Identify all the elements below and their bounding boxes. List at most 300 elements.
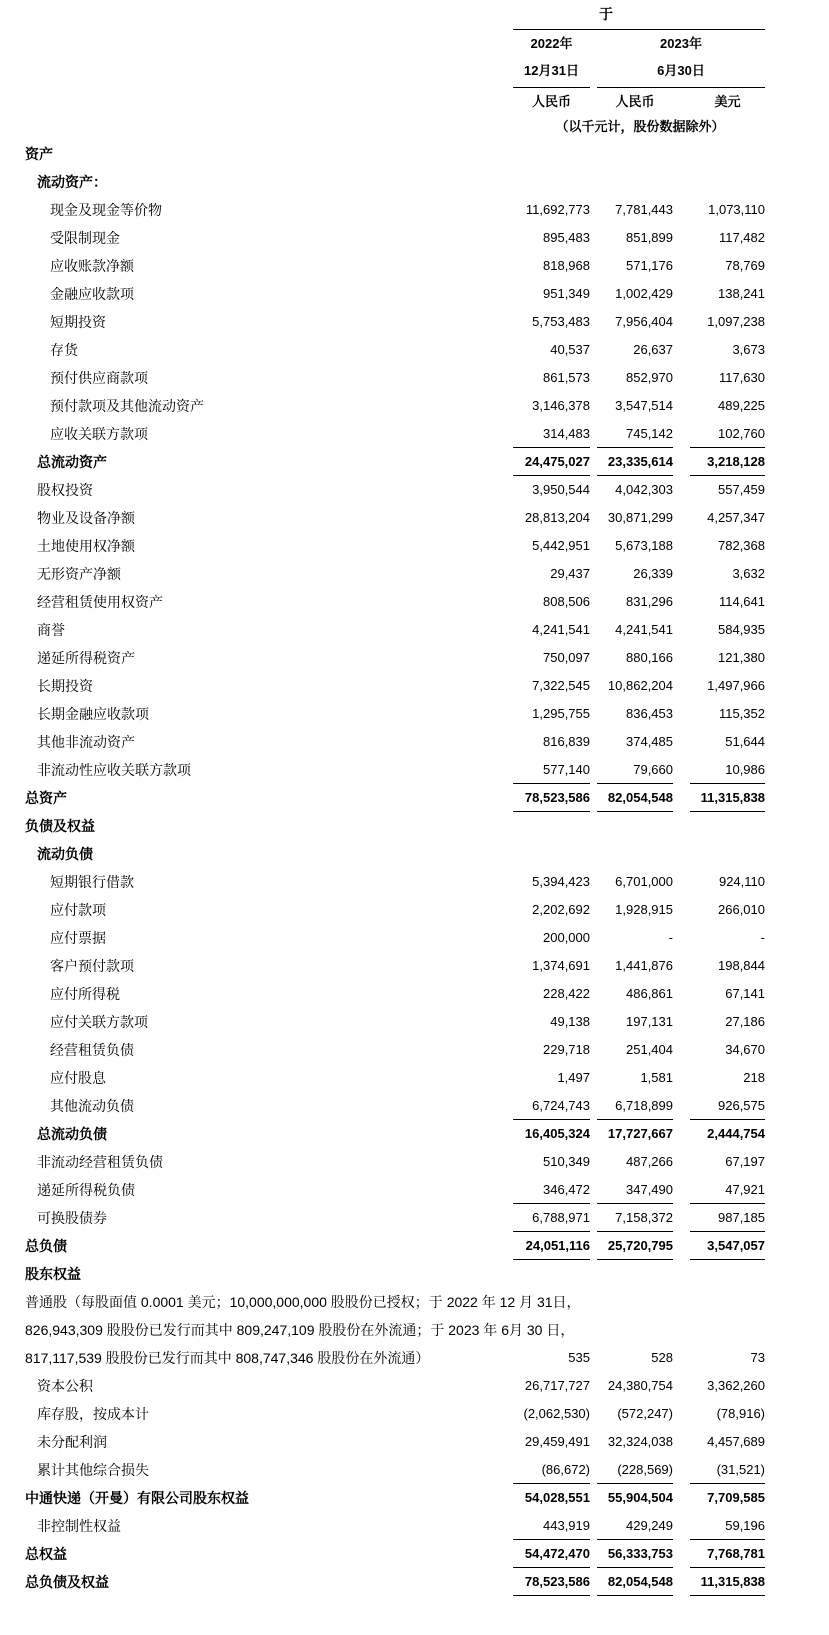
value-rmb-2022 xyxy=(513,840,590,868)
row-label: 流动资产： xyxy=(37,174,107,190)
value-rmb-2023: 1,002,429 xyxy=(615,286,673,301)
row-label: 流动负债 xyxy=(37,846,93,862)
table-row xyxy=(0,532,829,560)
value-rmb-2023: 7,158,372 xyxy=(597,1204,673,1232)
value-rmb-2022: (2,062,530) xyxy=(523,1406,590,1421)
table-row xyxy=(0,616,829,644)
value-rmb-2023: (572,247) xyxy=(617,1406,673,1421)
value-rmb-2023: 836,453 xyxy=(626,706,673,721)
column-gap xyxy=(673,1092,690,1120)
value-usd-2023: 1,097,238 xyxy=(707,314,765,329)
column-gap xyxy=(590,1428,597,1456)
value-rmb-2023: 347,490 xyxy=(597,1176,673,1204)
column-gap xyxy=(673,448,690,476)
column-gap xyxy=(673,1120,690,1148)
column-gap xyxy=(590,756,597,784)
column-gap xyxy=(590,700,597,728)
table-row xyxy=(0,868,829,896)
column-gap xyxy=(590,1232,597,1260)
value-usd-2023 xyxy=(690,1316,765,1344)
value-usd-2023: 782,368 xyxy=(718,538,765,553)
column-gap xyxy=(590,728,597,756)
row-label: 总流动资产 xyxy=(37,454,107,470)
row-label: 应收关联方款项 xyxy=(50,426,148,442)
value-rmb-2023: 79,660 xyxy=(597,756,673,784)
row-label: 资产 xyxy=(25,146,53,162)
value-rmb-2023: 3,547,514 xyxy=(615,398,673,413)
value-rmb-2022: 816,839 xyxy=(543,734,590,749)
value-rmb-2023: 851,899 xyxy=(626,230,673,245)
value-usd-2023: 4,457,689 xyxy=(707,1434,765,1449)
value-rmb-2022: 24,051,116 xyxy=(513,1232,590,1260)
column-gap xyxy=(673,1400,690,1428)
value-rmb-2022: 200,000 xyxy=(543,930,590,945)
column-gap xyxy=(590,1400,597,1428)
table-header xyxy=(0,0,829,140)
value-usd-2023: 3,547,057 xyxy=(690,1232,765,1260)
value-rmb-2023: 25,720,795 xyxy=(597,1232,673,1260)
value-usd-2023 xyxy=(690,1288,765,1316)
table-row xyxy=(0,140,829,168)
table-row xyxy=(0,1568,829,1596)
column-gap xyxy=(673,252,690,280)
column-gap xyxy=(673,1540,690,1568)
table-row xyxy=(0,252,829,280)
column-gap xyxy=(673,1512,690,1540)
value-rmb-2022 xyxy=(513,1288,590,1316)
value-rmb-2022: 5,442,951 xyxy=(532,538,590,553)
value-rmb-2023: 374,485 xyxy=(626,734,673,749)
value-usd-2023: 67,197 xyxy=(725,1154,765,1169)
row-label: 应付票据 xyxy=(50,930,106,946)
value-usd-2023: 2,444,754 xyxy=(707,1126,765,1141)
column-gap xyxy=(590,560,597,588)
value-usd-2023 xyxy=(690,840,765,868)
value-rmb-2022: 535 xyxy=(568,1350,590,1365)
column-gap xyxy=(590,840,597,868)
column-gap xyxy=(673,1344,690,1372)
value-rmb-2023 xyxy=(597,168,673,196)
value-usd-2023: 266,010 xyxy=(718,902,765,917)
row-label: 826,943,309 股股份已发行而其中 809,247,109 股股份在外流通；于 2023 年 6月 30 日， xyxy=(25,1322,575,1338)
row-label: 短期投资 xyxy=(50,314,106,330)
period-2023-date: 6月30日 xyxy=(657,63,705,78)
column-gap xyxy=(590,952,597,980)
value-usd-2023: 198,844 xyxy=(718,958,765,973)
row-label: 817,117,539 股股份已发行而其中 808,747,346 股股份在外流通） xyxy=(25,1350,430,1366)
value-rmb-2022: 1,497 xyxy=(557,1070,590,1085)
table-row xyxy=(0,840,829,868)
value-rmb-2022: 228,422 xyxy=(543,986,590,1001)
currency-header-usd: 美元 xyxy=(714,94,741,109)
column-gap xyxy=(590,784,597,812)
table-row xyxy=(0,560,829,588)
table-row xyxy=(0,308,829,336)
value-rmb-2022: 895,483 xyxy=(543,230,590,245)
table-row xyxy=(0,1260,829,1288)
value-usd-2023: 584,935 xyxy=(718,622,765,637)
value-rmb-2022: 443,919 xyxy=(513,1512,590,1540)
value-rmb-2022: 861,573 xyxy=(543,370,590,385)
value-rmb-2022: 29,459,491 xyxy=(524,1434,590,1449)
table-row xyxy=(0,448,829,476)
row-label: 短期银行借款 xyxy=(50,874,134,890)
column-gap xyxy=(590,336,597,364)
value-rmb-2022: 28,813,204 xyxy=(524,510,590,525)
column-gap xyxy=(673,140,690,168)
value-rmb-2023: 6,701,000 xyxy=(615,874,673,889)
value-usd-2023: 27,186 xyxy=(725,1014,765,1029)
value-usd-2023: 11,315,838 xyxy=(690,1568,765,1596)
value-rmb-2023: 5,673,188 xyxy=(615,538,673,553)
column-gap xyxy=(673,364,690,392)
table-row xyxy=(0,1400,829,1428)
table-row xyxy=(0,896,829,924)
value-rmb-2023 xyxy=(597,140,673,168)
column-gap xyxy=(673,392,690,420)
table-row xyxy=(0,364,829,392)
value-rmb-2023: 571,176 xyxy=(626,258,673,273)
as-of-label: 于 xyxy=(599,6,613,22)
row-label: 客户预付款项 xyxy=(50,958,134,974)
value-rmb-2023: 17,727,667 xyxy=(607,1126,673,1141)
column-gap xyxy=(590,1456,597,1484)
table-row xyxy=(0,700,829,728)
value-rmb-2022: 29,437 xyxy=(550,566,590,581)
column-gap xyxy=(590,1568,597,1596)
value-usd-2023: (78,916) xyxy=(716,1406,765,1421)
value-usd-2023 xyxy=(690,168,765,196)
row-label: 中通快递（开曼）有限公司股东权益 xyxy=(25,1490,249,1506)
table-row xyxy=(0,280,829,308)
table-row xyxy=(0,1036,829,1064)
column-gap xyxy=(673,1568,690,1596)
column-gap xyxy=(673,168,690,196)
value-rmb-2023: (228,569) xyxy=(597,1456,673,1484)
column-gap xyxy=(590,476,597,504)
column-gap xyxy=(673,504,690,532)
value-usd-2023: 218 xyxy=(743,1070,765,1085)
column-gap xyxy=(590,448,597,476)
value-usd-2023: 7,768,781 xyxy=(690,1540,765,1568)
value-rmb-2023: 30,871,299 xyxy=(607,510,673,525)
row-label: 预付款项及其他流动资产 xyxy=(50,398,204,414)
value-rmb-2022: 49,138 xyxy=(550,1014,590,1029)
row-label: 总资产 xyxy=(25,790,67,806)
table-row xyxy=(0,224,829,252)
value-rmb-2022: 5,753,483 xyxy=(532,314,590,329)
column-gap xyxy=(673,1372,690,1400)
period-2022-date: 12月31日 xyxy=(524,63,579,78)
value-usd-2023: 3,218,128 xyxy=(690,448,765,476)
column-gap xyxy=(673,700,690,728)
column-gap xyxy=(673,924,690,952)
value-rmb-2023: 26,339 xyxy=(633,566,673,581)
column-gap xyxy=(590,1120,597,1148)
table-row xyxy=(0,1232,829,1260)
row-label: 未分配利润 xyxy=(37,1434,107,1450)
value-usd-2023: (31,521) xyxy=(690,1456,765,1484)
column-gap xyxy=(590,1316,597,1344)
value-rmb-2022: 2,202,692 xyxy=(532,902,590,917)
table-row xyxy=(0,1120,829,1148)
table-row xyxy=(0,952,829,980)
row-label: 总负债及权益 xyxy=(25,1574,109,1590)
value-rmb-2022: 78,523,586 xyxy=(513,1568,590,1596)
value-rmb-2023: 82,054,548 xyxy=(597,784,673,812)
column-gap xyxy=(673,1316,690,1344)
row-label: 无形资产净额 xyxy=(37,566,121,582)
value-rmb-2023: 82,054,548 xyxy=(597,1568,673,1596)
value-usd-2023: 3,632 xyxy=(732,566,765,581)
value-usd-2023: 924,110 xyxy=(718,874,765,889)
value-rmb-2023: 4,042,303 xyxy=(615,482,673,497)
period-2022-year: 2022年 xyxy=(530,36,573,51)
value-rmb-2023: 1,441,876 xyxy=(615,958,673,973)
value-usd-2023 xyxy=(690,1260,765,1288)
value-usd-2023: 114,641 xyxy=(718,594,765,609)
column-gap xyxy=(673,896,690,924)
column-gap xyxy=(590,532,597,560)
value-rmb-2022: 11,692,773 xyxy=(525,202,590,217)
value-rmb-2022: 1,295,755 xyxy=(532,706,590,721)
value-usd-2023: 7,709,585 xyxy=(707,1490,765,1505)
row-label: 库存股，按成本计 xyxy=(37,1406,149,1422)
value-rmb-2022: 951,349 xyxy=(543,286,590,301)
value-rmb-2023: 880,166 xyxy=(626,650,673,665)
value-rmb-2022: 510,349 xyxy=(543,1154,590,1169)
value-rmb-2022 xyxy=(513,168,590,196)
table-row xyxy=(0,392,829,420)
row-label: 现金及现金等价物 xyxy=(50,202,162,218)
value-rmb-2022: 40,537 xyxy=(550,342,590,357)
row-label: 递延所得税资产 xyxy=(37,650,135,666)
value-rmb-2022: 314,483 xyxy=(513,420,590,448)
row-label: 非控制性权益 xyxy=(37,1518,121,1534)
currency-header-rmb-2023: 人民币 xyxy=(615,94,655,109)
value-usd-2023: 73 xyxy=(750,1350,765,1365)
table-row xyxy=(0,1484,829,1512)
column-gap xyxy=(673,784,690,812)
column-gap xyxy=(673,224,690,252)
value-rmb-2023: 429,249 xyxy=(597,1512,673,1540)
column-gap xyxy=(590,196,597,224)
row-label: 普通股（每股面值 0.0001 美元；10,000,000,000 股股份已授权；于 2022 年 12 月 31日， xyxy=(25,1294,581,1310)
value-rmb-2023: - xyxy=(668,930,673,945)
row-label: 递延所得税负债 xyxy=(37,1182,135,1198)
value-rmb-2023: 56,333,753 xyxy=(597,1540,673,1568)
value-rmb-2023: 1,581 xyxy=(640,1070,673,1085)
row-label: 应收账款净额 xyxy=(50,258,134,274)
column-gap xyxy=(673,1148,690,1176)
table-row xyxy=(0,1512,829,1540)
value-usd-2023: 926,575 xyxy=(690,1092,765,1120)
table-body xyxy=(0,140,829,1596)
value-rmb-2023: 24,380,754 xyxy=(607,1378,673,1393)
table-row xyxy=(0,476,829,504)
column-gap xyxy=(673,952,690,980)
row-label: 股东权益 xyxy=(25,1266,81,1282)
column-gap xyxy=(673,308,690,336)
unit-note: （以千元计，股份数据除外） xyxy=(555,119,725,134)
table-row xyxy=(0,672,829,700)
column-gap xyxy=(590,1344,597,1372)
column-gap xyxy=(673,672,690,700)
table-row xyxy=(0,420,829,448)
column-gap xyxy=(590,1512,597,1540)
value-rmb-2022: 808,506 xyxy=(543,594,590,609)
row-label: 经营租赁负债 xyxy=(50,1042,134,1058)
value-usd-2023: 121,380 xyxy=(718,650,765,665)
column-gap xyxy=(590,364,597,392)
value-rmb-2022: 4,241,541 xyxy=(532,622,590,637)
value-rmb-2022: 54,472,470 xyxy=(513,1540,590,1568)
column-gap xyxy=(590,1260,597,1288)
table-row xyxy=(0,504,829,532)
column-gap xyxy=(590,616,597,644)
column-gap xyxy=(673,1064,690,1092)
row-label: 资本公积 xyxy=(37,1378,93,1394)
value-usd-2023: 138,241 xyxy=(718,286,765,301)
row-label: 股权投资 xyxy=(37,482,93,498)
value-rmb-2023: 6,718,899 xyxy=(597,1092,673,1120)
column-gap xyxy=(673,560,690,588)
row-label: 应付所得税 xyxy=(50,986,120,1002)
value-usd-2023: 1,497,966 xyxy=(707,678,765,693)
value-usd-2023: 59,196 xyxy=(690,1512,765,1540)
header-rule-2023 xyxy=(597,87,765,88)
value-rmb-2022: 577,140 xyxy=(513,756,590,784)
value-rmb-2023: 486,861 xyxy=(626,986,673,1001)
column-gap xyxy=(590,896,597,924)
value-rmb-2022: 7,322,545 xyxy=(532,678,590,693)
column-gap xyxy=(590,1372,597,1400)
row-label: 预付供应商款项 xyxy=(50,370,148,386)
table-row xyxy=(0,980,829,1008)
row-label: 物业及设备净额 xyxy=(37,510,135,526)
row-label: 应付款项 xyxy=(50,902,106,918)
table-row xyxy=(0,1176,829,1204)
value-rmb-2023: 197,131 xyxy=(626,1014,673,1029)
value-rmb-2023 xyxy=(597,840,673,868)
table-row xyxy=(0,728,829,756)
column-gap xyxy=(590,504,597,532)
column-gap xyxy=(673,1008,690,1036)
value-rmb-2023 xyxy=(597,812,673,840)
table-row xyxy=(0,1148,829,1176)
value-rmb-2023: 32,324,038 xyxy=(607,1434,673,1449)
column-gap xyxy=(590,280,597,308)
value-rmb-2022: 5,394,423 xyxy=(532,874,590,889)
value-rmb-2023: 23,335,614 xyxy=(597,448,673,476)
column-gap xyxy=(673,980,690,1008)
column-gap xyxy=(673,1176,690,1204)
column-gap xyxy=(590,1092,597,1120)
column-gap xyxy=(590,1484,597,1512)
value-rmb-2022 xyxy=(513,140,590,168)
column-gap xyxy=(590,1204,597,1232)
row-label: 金融应收款项 xyxy=(50,286,134,302)
value-usd-2023 xyxy=(690,812,765,840)
column-gap xyxy=(590,588,597,616)
column-gap xyxy=(590,252,597,280)
row-label: 非流动性应收关联方款项 xyxy=(37,762,191,778)
row-label: 其他流动负债 xyxy=(50,1098,134,1114)
column-gap xyxy=(590,1008,597,1036)
value-rmb-2023: 528 xyxy=(651,1350,673,1365)
column-gap xyxy=(590,168,597,196)
value-rmb-2022: 818,968 xyxy=(543,258,590,273)
value-rmb-2022: 3,950,544 xyxy=(532,482,590,497)
table-row xyxy=(0,588,829,616)
value-rmb-2022: 6,788,971 xyxy=(513,1204,590,1232)
value-rmb-2022: 750,097 xyxy=(543,650,590,665)
table-row xyxy=(0,1540,829,1568)
value-usd-2023: 10,986 xyxy=(690,756,765,784)
value-usd-2023: 67,141 xyxy=(725,986,765,1001)
value-usd-2023 xyxy=(690,140,765,168)
value-usd-2023: 11,315,838 xyxy=(690,784,765,812)
column-gap xyxy=(673,868,690,896)
value-rmb-2022: 3,146,378 xyxy=(532,398,590,413)
column-gap xyxy=(673,756,690,784)
row-label: 存货 xyxy=(50,342,78,358)
value-rmb-2022: 54,028,551 xyxy=(524,1490,590,1505)
column-gap xyxy=(590,1064,597,1092)
value-rmb-2023: 745,142 xyxy=(597,420,673,448)
column-gap xyxy=(673,588,690,616)
table-row xyxy=(0,1204,829,1232)
column-gap xyxy=(673,840,690,868)
table-row xyxy=(0,812,829,840)
column-gap xyxy=(590,224,597,252)
value-rmb-2022: 24,475,027 xyxy=(513,448,590,476)
column-gap xyxy=(673,812,690,840)
value-rmb-2023 xyxy=(597,1260,673,1288)
table-row xyxy=(0,1372,829,1400)
column-gap xyxy=(673,196,690,224)
value-usd-2023: 47,921 xyxy=(690,1176,765,1204)
column-gap xyxy=(590,1540,597,1568)
table-row xyxy=(0,644,829,672)
value-usd-2023: 3,673 xyxy=(732,342,765,357)
value-usd-2023: 4,257,347 xyxy=(707,510,765,525)
value-rmb-2023: 831,296 xyxy=(626,594,673,609)
value-rmb-2023 xyxy=(597,1316,673,1344)
table-row xyxy=(0,784,829,812)
table-row xyxy=(0,1456,829,1484)
value-rmb-2022 xyxy=(513,1316,590,1344)
value-usd-2023: 34,670 xyxy=(725,1042,765,1057)
value-rmb-2022: 1,374,691 xyxy=(532,958,590,973)
column-gap xyxy=(590,1288,597,1316)
value-usd-2023: 51,644 xyxy=(725,734,765,749)
column-gap xyxy=(673,280,690,308)
column-gap xyxy=(590,672,597,700)
row-label: 经营租赁使用权资产 xyxy=(37,594,163,610)
row-label: 总权益 xyxy=(25,1546,67,1562)
row-label: 受限制现金 xyxy=(50,230,120,246)
column-gap xyxy=(673,1232,690,1260)
value-usd-2023: 117,630 xyxy=(718,370,765,385)
row-label: 应付关联方款项 xyxy=(50,1014,148,1030)
column-gap xyxy=(673,420,690,448)
currency-header-rmb-2022: 人民币 xyxy=(531,94,571,109)
value-usd-2023: 557,459 xyxy=(718,482,765,497)
table-row xyxy=(0,1092,829,1120)
value-usd-2023: 78,769 xyxy=(725,258,765,273)
value-rmb-2023: 10,862,204 xyxy=(607,678,673,693)
